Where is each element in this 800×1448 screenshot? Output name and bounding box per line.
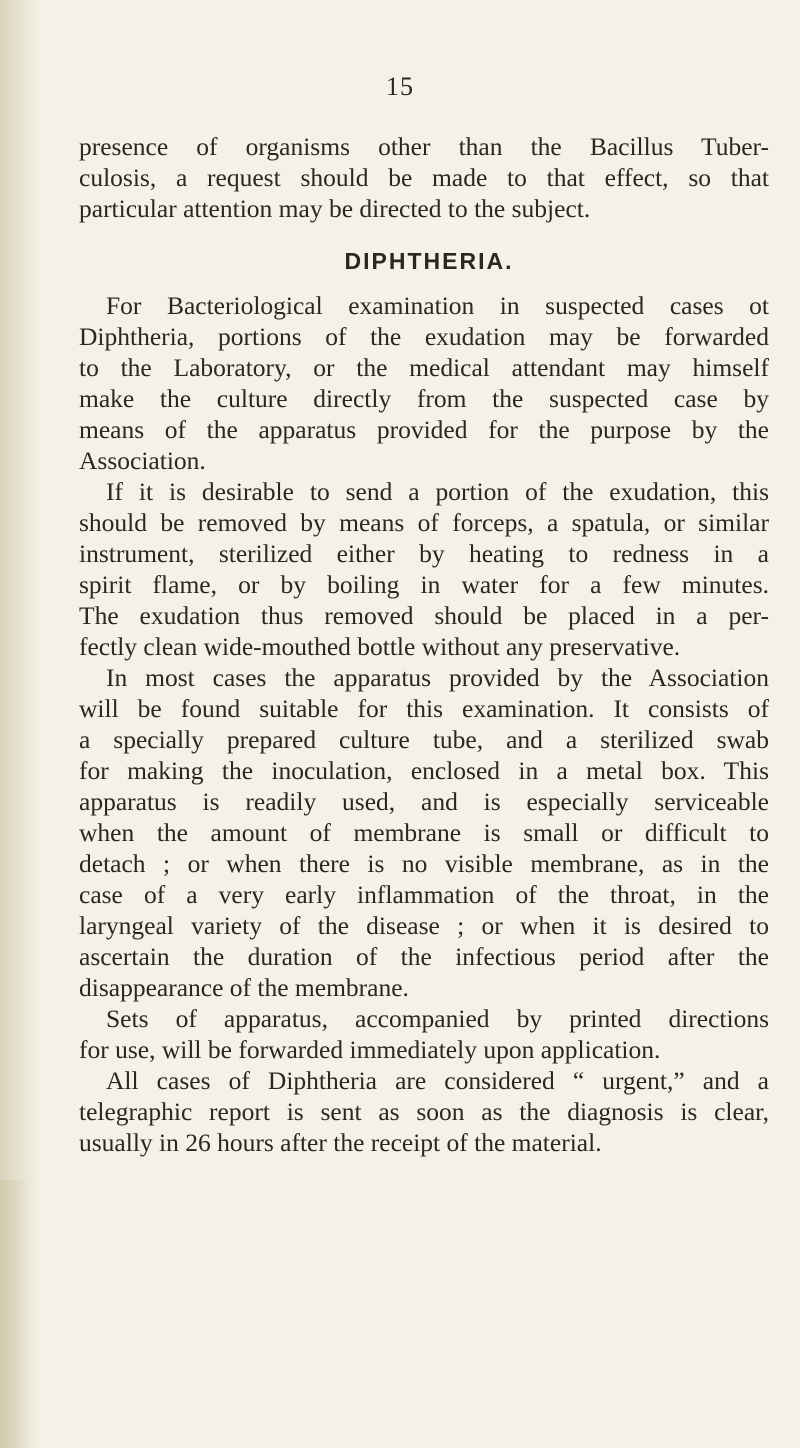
text-line: should be removed by means of forceps, a spatula, or similar [79, 508, 769, 537]
text-line: apparatus is readily used, and is especially serviceable [79, 787, 769, 816]
text-line: for use, will be forwarded immediately upon application. [79, 1035, 661, 1064]
text-line: will be found suitable for this examination. It consists of [79, 694, 769, 723]
text-line: particular attention may be directed to the subject. [79, 194, 591, 223]
text-line: If it is desirable to send a portion of the exudation, this [106, 477, 769, 506]
paragraph-2 [79, 476, 769, 662]
intro-paragraph [79, 131, 769, 224]
text-line: laryngeal variety of the disease ; or when it is desired to [79, 911, 769, 940]
text-line: for making the inoculation, enclosed in a metal box. This [79, 756, 769, 785]
text-line: spirit flame, or by boiling in water for a few minutes. [79, 570, 769, 599]
text-line: means of the apparatus provided for the purpose by the [79, 415, 769, 444]
text-line: disappearance of the membrane. [79, 973, 409, 1002]
text-line: Sets of apparatus, accompanied by printed directions [106, 1004, 769, 1033]
text-line: to the Laboratory, or the medical attendant may himself [79, 353, 769, 382]
text-line: case of a very early inflammation of the throat, in the [79, 880, 769, 909]
paragraph-4 [79, 1003, 769, 1065]
text-line: All cases of Diphtheria are considered “ urgent,” and a [106, 1066, 769, 1095]
text-line: make the culture directly from the suspected case by [79, 384, 769, 413]
page-body [79, 131, 769, 1158]
text-line: when the amount of membrane is small or difficult to [79, 818, 769, 847]
text-line: telegraphic report is sent as soon as the diagnosis is clear, [79, 1097, 769, 1126]
text-line: ascertain the duration of the infectious period after the [79, 942, 769, 971]
page-number: 15 [386, 72, 414, 101]
paragraph-3 [79, 662, 769, 1003]
section-heading: DIPHTHERIA. [344, 248, 514, 274]
text-line: Diphtheria, portions of the exudation may be forwarded [79, 322, 769, 351]
text-line: Association. [79, 446, 206, 475]
text-line: detach ; or when there is no visible membrane, as in the [79, 849, 769, 878]
page-stain [0, 1180, 30, 1448]
text-line: instrument, sterilized either by heating to redness in a [79, 539, 769, 568]
text-line: culosis, a request should be made to that effect, so that [79, 163, 769, 192]
paragraph-1 [79, 290, 769, 476]
text-line: fectly clean wide-mouthed bottle without any preservative. [79, 632, 681, 661]
text-line: In most cases the apparatus provided by the Association [106, 663, 769, 692]
text-line: usually in 26 hours after the receipt of the material. [79, 1128, 602, 1157]
text-line: The exudation thus removed should be placed in a per- [79, 601, 769, 630]
paragraph-5 [79, 1065, 769, 1158]
text-line: presence of organisms other than the Bacillus Tuber- [79, 132, 769, 161]
text-line: For Bacteriological examination in suspected cases ot [106, 291, 769, 320]
text-line: a specially prepared culture tube, and a sterilized swab [79, 725, 769, 754]
